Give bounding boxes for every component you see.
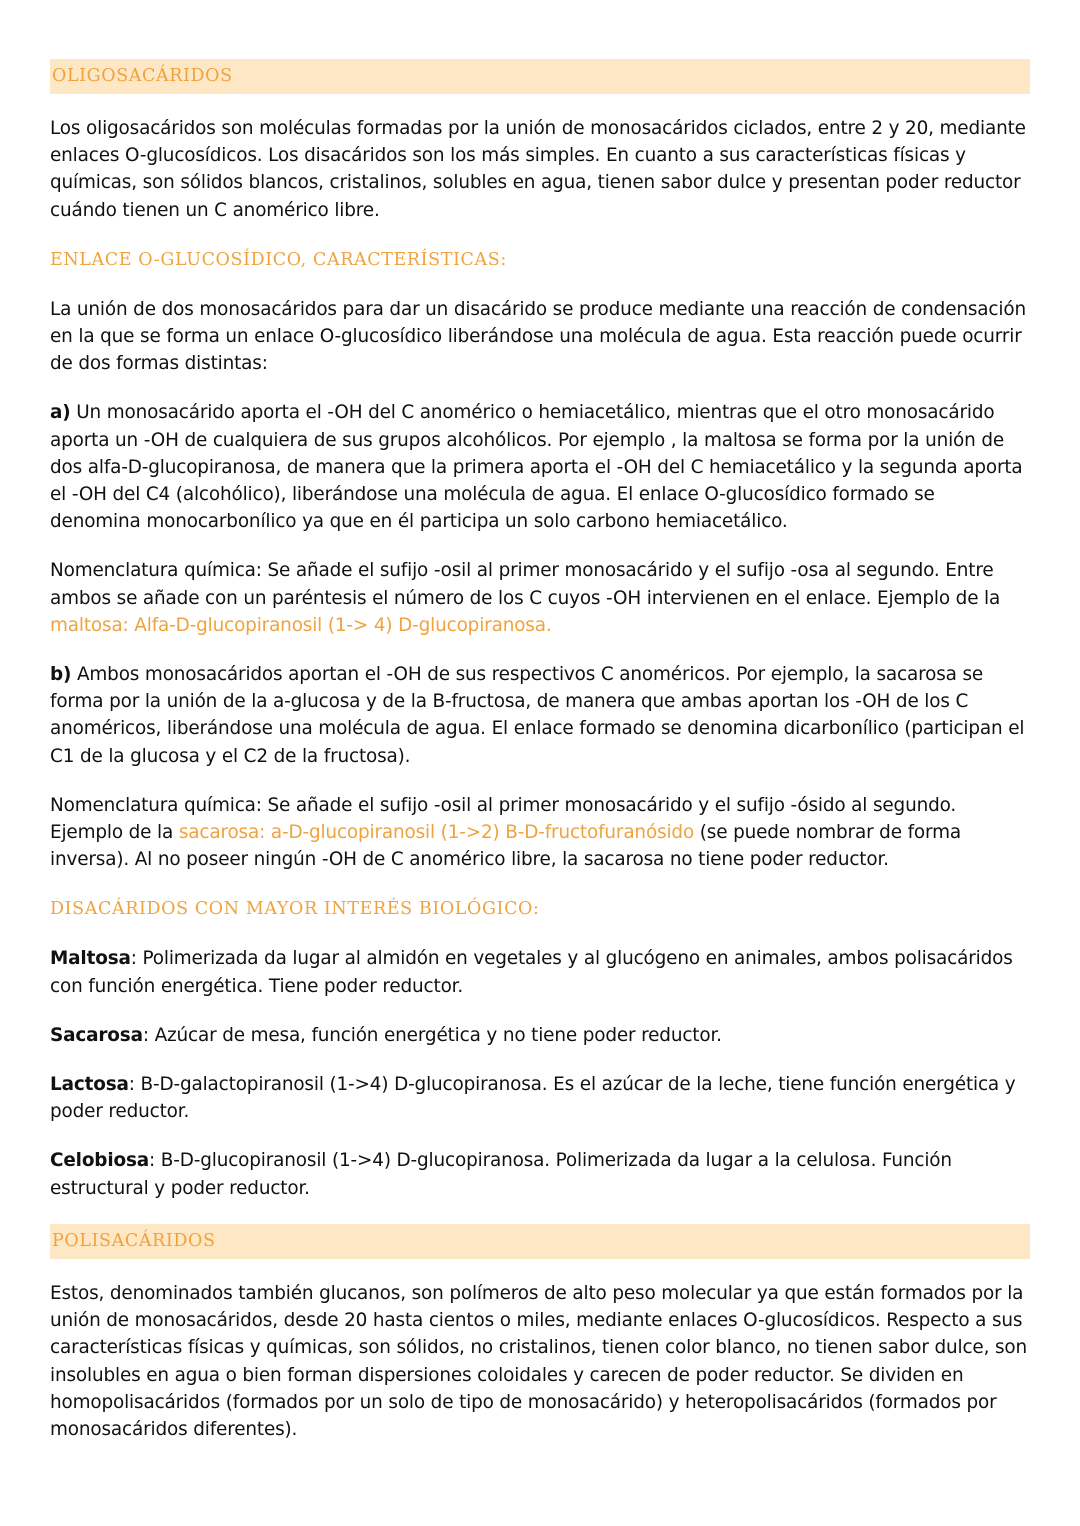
disacarido-item bbox=[50, 1022, 1030, 1049]
case-b-nomenclature bbox=[50, 792, 1030, 874]
section-heading-polisacaridos bbox=[50, 1224, 1030, 1259]
document-page bbox=[50, 59, 1030, 1443]
maltosa-example: maltosa: Alfa-D-glucopiranosil (1-> 4) D-glucopiranosa. bbox=[50, 614, 552, 636]
nomenclature-text: Nomenclatura química: Se añade el sufijo -osil al primer monosacárido y el sufijo -ósido al segundo. Ejemplo de la bbox=[50, 794, 957, 844]
polisacaridos-paragraph: Estos, denominados también glucanos, son polímeros de alto peso molecular ya que están formados por la unión de monosacáridos, desde 20 hasta cientos o miles, mediante enlaces O-glucosídicos. Respecto a sus características físicas y químicas, son sólidos, no cristalinos, tienen color blanco, no tienen sabor dulce, son insolubles en agua o bien forman dispersiones coloidales y carecen de poder reductor. Se dividen en homopolisacáridos (formados por un solo de tipo de monosacárido) y heteropolisacáridos (formados por monosacáridos diferentes). bbox=[50, 1282, 1028, 1440]
case-b-label: b) bbox=[50, 664, 72, 686]
nomenclature-tail: (se puede nombrar de forma inversa). Al no poseer ningún -OH de C anomérico libre, la sacarosa no tiene poder reductor. bbox=[50, 822, 961, 871]
enlace-paragraph: La unión de dos monosacáridos para dar un disacárido se produce mediante una reacción de condensación en la que se forma un enlace O-glucosídico liberándose una molécula de agua. Esta reacción puede ocurrir de dos formas distintas: bbox=[50, 298, 1026, 375]
disacarido-item bbox=[50, 1147, 1030, 1201]
section-heading-oligosacaridos bbox=[50, 59, 1030, 94]
disacarido-name: Sacarosa bbox=[50, 1024, 143, 1046]
heading-text: OLIGOSACÁRIDOS bbox=[52, 66, 233, 86]
case-b-text: Ambos monosacáridos aportan el -OH de sus respectivos C anoméricos. Por ejemplo, la sacarosa se forma por la unión de la a-glucosa y de la B-fructosa, de manera que ambas aportan los -OH de los C anoméricos, liberándose una molécula de agua. El enlace formado se denomina dicarbonílico (participan el C1 de la glucosa y el C2 de la fructosa). bbox=[50, 664, 1025, 767]
disacarido-desc: : Polimerizada da lugar al almidón en vegetales y al glucógeno en animales, ambos polisacáridos con función energética. Tiene poder reductor. bbox=[50, 948, 1013, 997]
sacarosa-example: sacarosa: a-D-glucopiranosil (1->2) B-D-fructofuranósido bbox=[178, 822, 695, 844]
case-a-label: a) bbox=[50, 402, 71, 424]
case-a-text: Un monosacárido aporta el -OH del C anomérico o hemiacetálico, mientras que el otro monosacárido aporta un -OH de cualquiera de sus grupos alcohólicos. Por ejemplo , la maltosa se forma por la unión de dos alfa-D-glucopiranosa, de manera que la primera aporta el -OH del C hemiacetálico y la segunda aporta el -OH del C4 (alcohólico), liberándose una molécula de agua. El enlace O-glucosídico formado se denomina monocarbonílico ya que en él participa un solo carbono hemiacetálico. bbox=[50, 402, 1023, 533]
oligosacaridos-paragraph: Los oligosacáridos son moléculas formadas por la unión de monosacáridos ciclados, entre 2 y 20, mediante enlaces O-glucosídicos. Los disacáridos son los más simples. En cuanto a sus características físicas y químicas, son sólidos blancos, cristalinos, solubles en agua, tienen sabor dulce y presentan poder reductor cuándo tienen un C anomérico libre. bbox=[50, 118, 1026, 221]
case-a-nomenclature bbox=[50, 557, 1030, 639]
enlace-case-b bbox=[50, 661, 1030, 770]
disacarido-item bbox=[50, 945, 1030, 999]
heading-text: POLISACÁRIDOS bbox=[52, 1230, 216, 1251]
disacarido-desc: : B-D-glucopiranosil (1->4) D-glucopiranosa. Polimerizada da lugar a la celulosa. Función estructural y poder reductor. bbox=[50, 1150, 952, 1199]
subheading-disacaridos: DISACÁRIDOS CON MAYOR INTERÉS BIOLÓGICO: bbox=[50, 899, 540, 920]
disacarido-name: Lactosa bbox=[50, 1074, 129, 1096]
disacarido-name: Maltosa bbox=[50, 948, 131, 970]
nomenclature-text: Nomenclatura química: Se añade el sufijo -osil al primer monosacárido y el sufijo -osa al segundo. Entre ambos se añade con un paréntesis el número de los C cuyos -OH intervienen en el enlace. Ejemplo de la bbox=[50, 560, 1001, 609]
disacarido-name: Celobiosa bbox=[50, 1150, 150, 1172]
disacarido-desc: : B-D-galactopiranosil (1->4) D-glucopiranosa. Es el azúcar de la leche, tiene función energética y poder reductor. bbox=[50, 1074, 1016, 1123]
disacarido-desc: : Azúcar de mesa, función energética y no tiene poder reductor. bbox=[142, 1024, 722, 1046]
enlace-case-a bbox=[50, 399, 1030, 535]
subheading-enlace: ENLACE O-GLUCOSÍDICO, CARACTERÍSTICAS: bbox=[50, 249, 507, 270]
disacarido-item bbox=[50, 1071, 1030, 1125]
